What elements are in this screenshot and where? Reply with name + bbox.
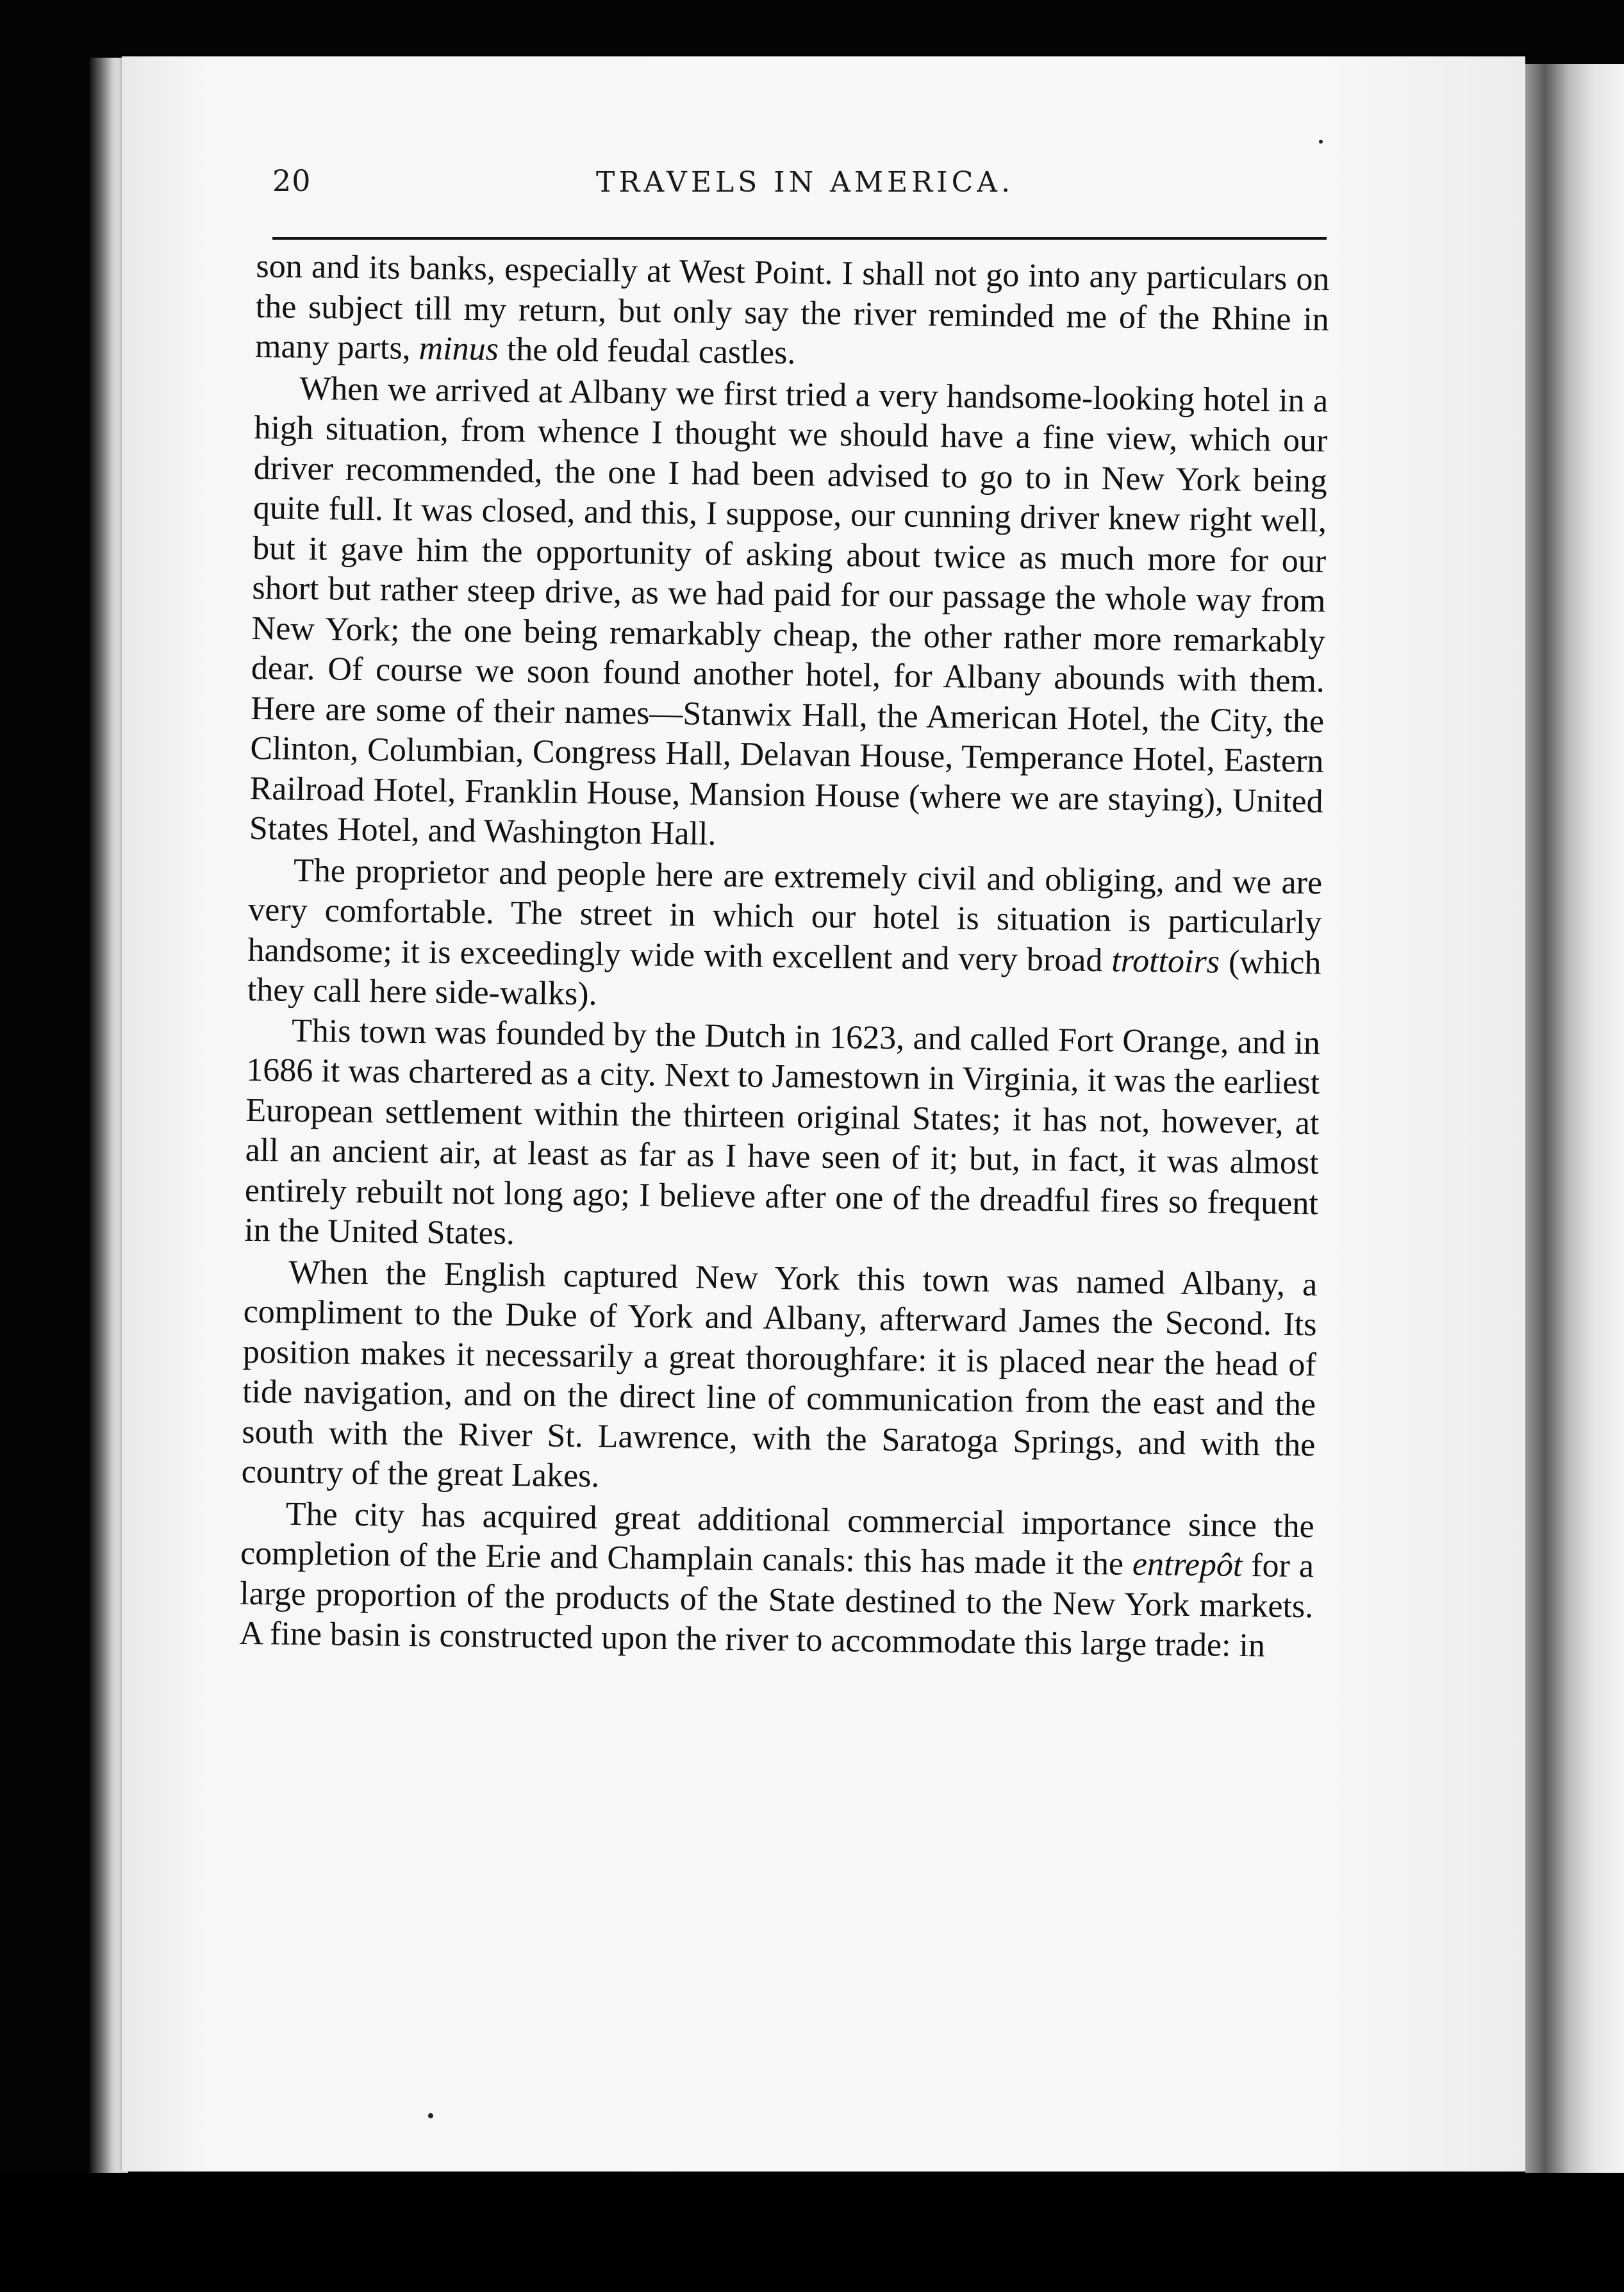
page-number: 20 (272, 163, 311, 198)
running-title: TRAVELS IN AMERICA. (596, 166, 1015, 199)
text-run: the old feudal castles. (498, 331, 796, 372)
italic-text-run: minus (418, 330, 499, 368)
paragraph (255, 247, 1330, 380)
text-run: The proprietor and people here are extremely civil and obliging, and we are very comfortable. The street in which our hotel is situation is particularly handsome; it is exceedingly wide with excellent and very broad (247, 852, 1323, 979)
scan-background (0, 2173, 1624, 2292)
dust-speck (428, 2113, 433, 2118)
paragraph (239, 1493, 1314, 1666)
italic-text-run: entrepôt (1132, 1545, 1243, 1584)
dust-speck (1319, 140, 1323, 144)
text-run: The city has acquired great additional commercial importance since the completion of the Erie and Champlain canals: this has made it the (240, 1495, 1315, 1582)
text-run: son and its banks, especially at West Point. I shall not go into any particulars on the subject till my return, but only say the river reminded me of the Rhine in many parts, (254, 247, 1330, 367)
paragraph (241, 1252, 1317, 1505)
text-run: (which they call here side-walks). (247, 943, 1322, 1013)
text-run: When we arrived at Albany we first tried a very handsome-looking hotel in a high situation, from whence I thought we should have a fine view, which our driver recommended, the one I had been advised to go to in New York being quite full. It was closed, and this, I suppose, our cunning driver knew right well, but it gave him the opportunity of asking about twice as much more for our short but rather steep drive, as we had paid for our passage the whole way from New York; the one being remarkably cheap, the other rather more remarkably dear. Of course we soon found another hotel, for Albany abounds with them. Here are some of their names—Stanwix Hall, the American Hotel, the City, the Clinton, Columbian, Congress Hall, Delavan House, Temperance Hotel, Eastern Railroad Hotel, Franklin House, Mansion House (where we are staying), United States Hotel, and Washington Hall. (249, 370, 1329, 852)
text-run: for a large proportion of the products of the State destined to the New York markets. A fine basin is constructed upon the river to accommodate this large trade: in (239, 1547, 1314, 1665)
paragraph (249, 368, 1329, 861)
paragraph (244, 1010, 1320, 1263)
page-curl-shadow (1525, 64, 1624, 2192)
body-text (239, 247, 1330, 1667)
header-rule (272, 237, 1327, 240)
running-header (272, 163, 1323, 215)
text-run: This town was founded by the Dutch in 1623, and called Fort Orange, and in 1686 it was chartered as a city. Next to Jamestown in Virginia, it was the earliest European settlement within the thirteen original States; it has not, however, at all an ancient air, at least as far as I have seen of it; but, in fact, it was almost entirely rebuilt not long ago; I believe after one of the dreadful fires so frequent in the United States. (244, 1012, 1321, 1252)
paragraph (247, 850, 1322, 1023)
italic-text-run: trottoirs (1111, 942, 1220, 980)
text-run: When the English captured New York this town was named Albany, a compliment to the Duke of York and Albany, afterward James the Second. Its position makes it necessarily a great thoroughfare: it is placed near the head of tide navigation, and on the direct line of communication from the east and the south with the River St. Lawrence, with the Saratoga Springs, and with the country of the great Lakes. (241, 1254, 1318, 1495)
